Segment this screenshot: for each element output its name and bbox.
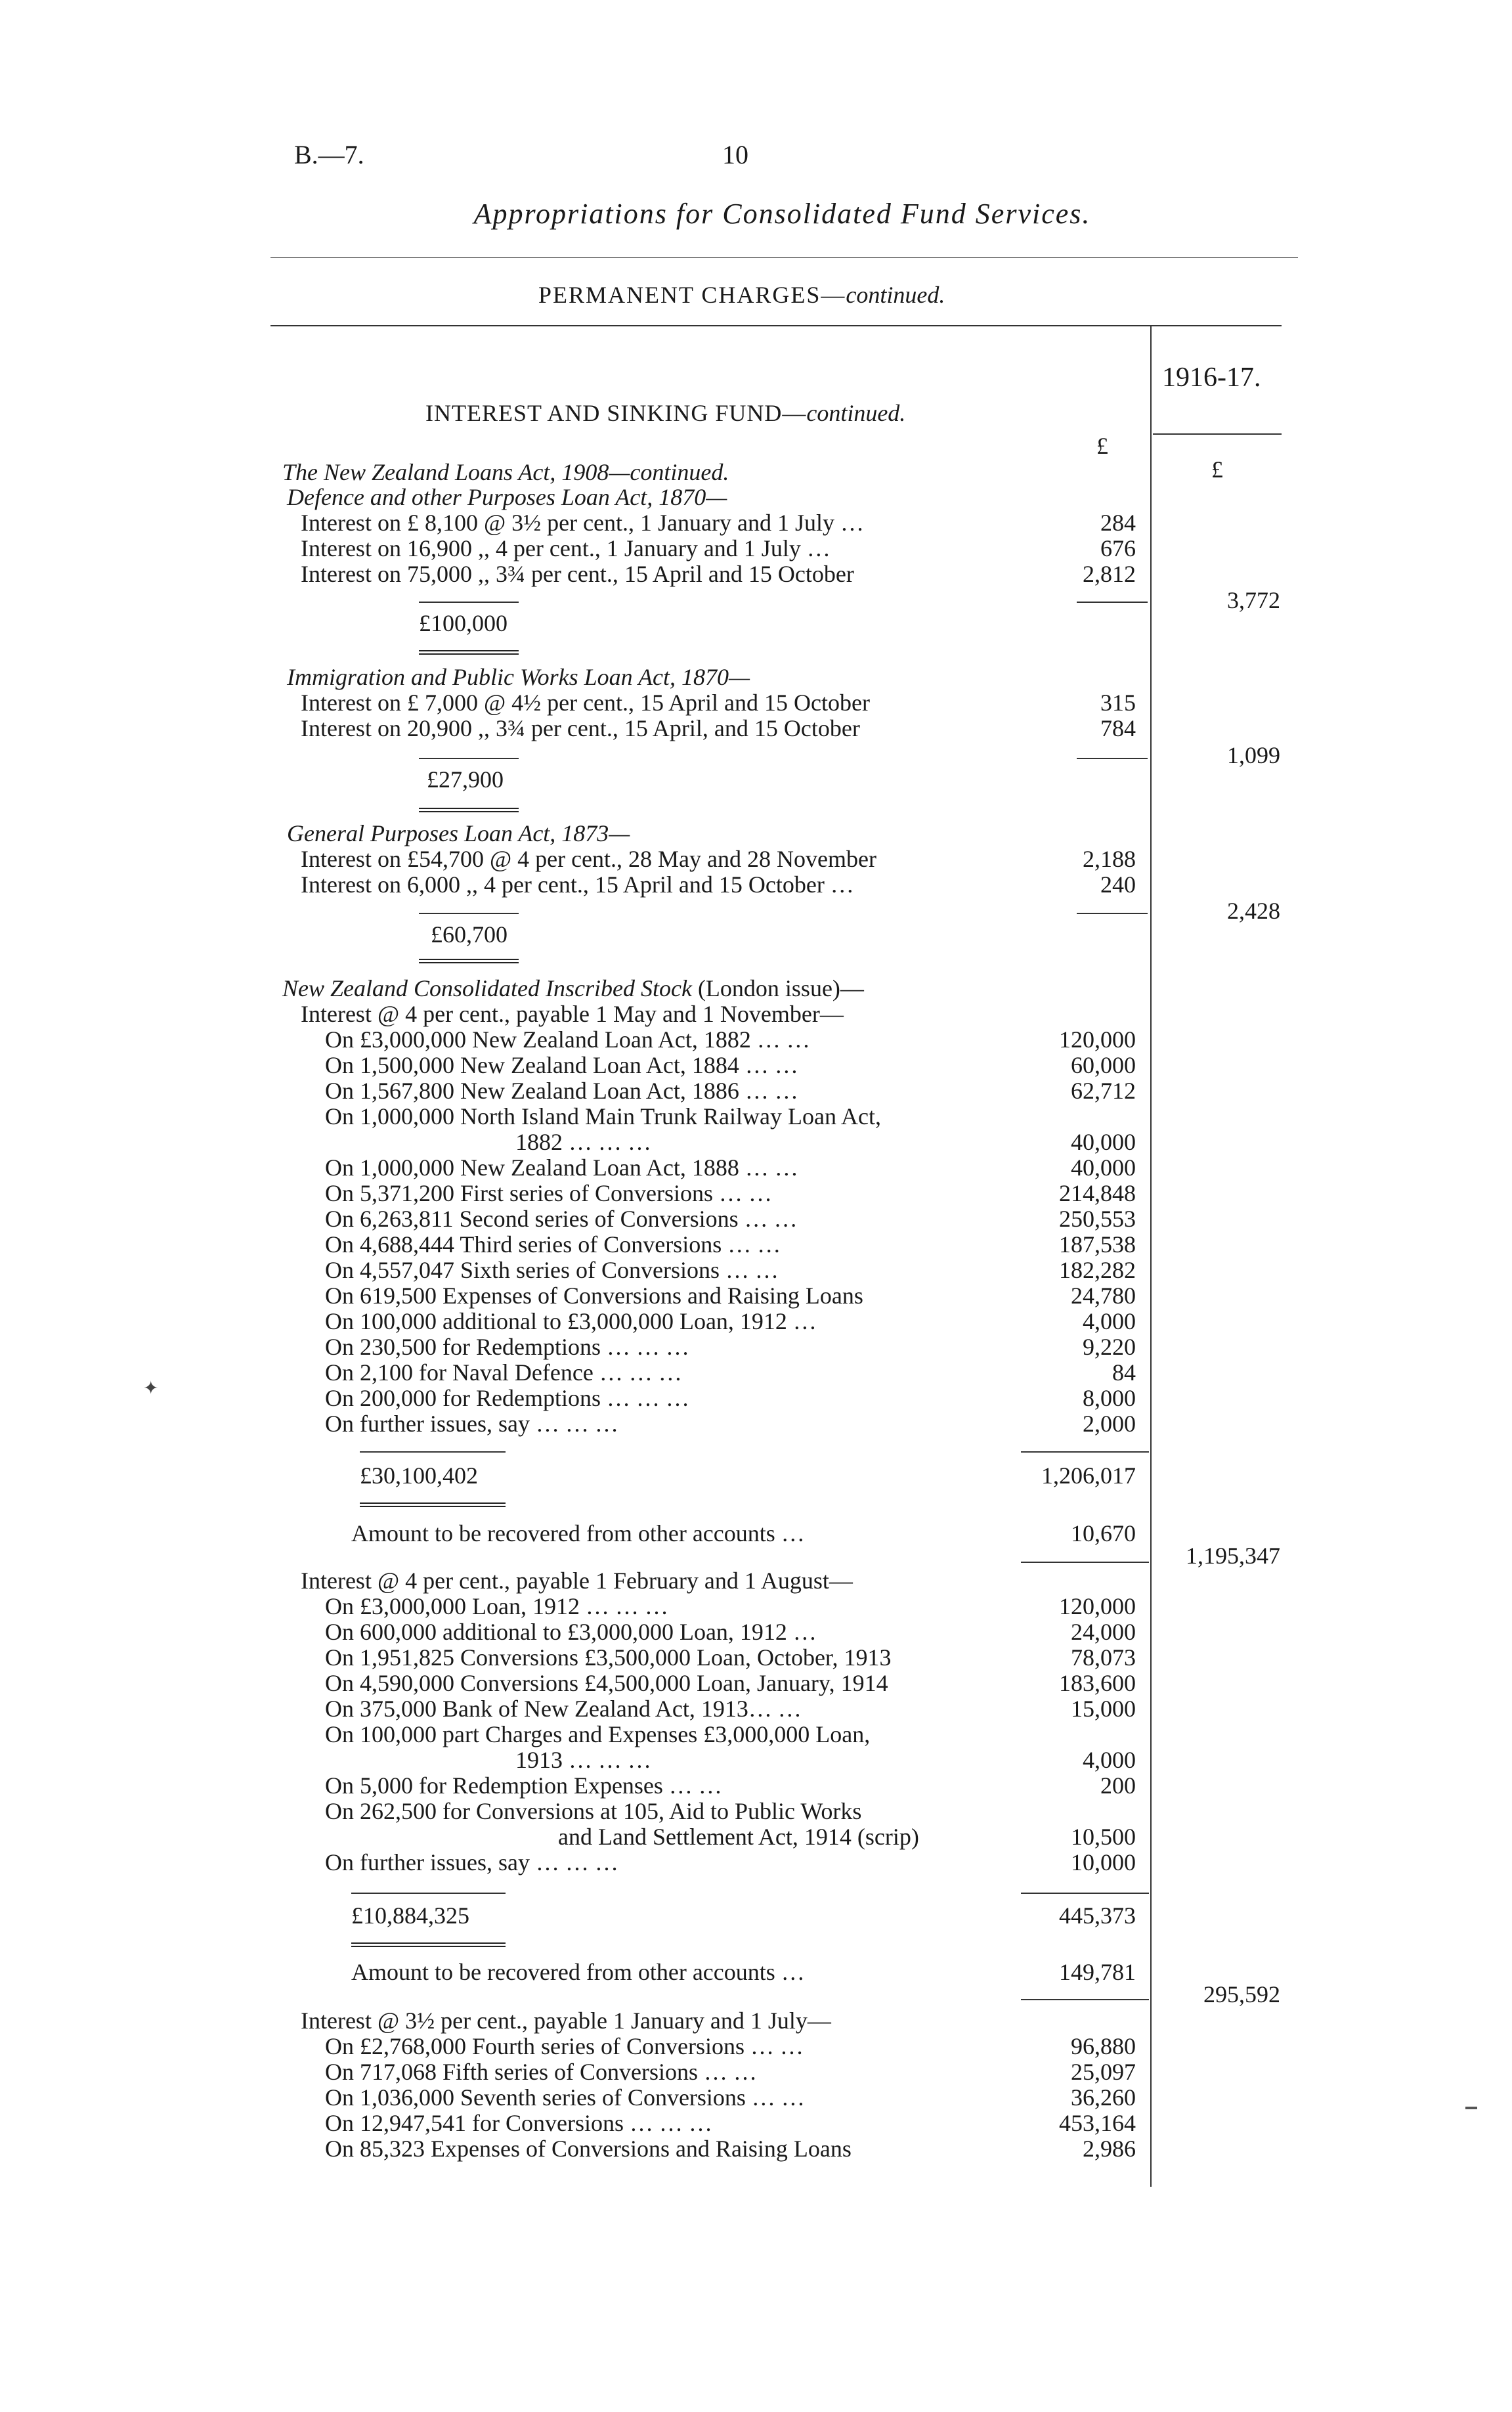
title-rule [270,257,1298,258]
stock-amount: 2,000 [1083,1411,1136,1437]
stock-amount: 62,712 [1071,1078,1136,1104]
stock-amount: 187,538 [1059,1231,1136,1258]
principal-double-rule [351,1942,506,1947]
subtotal-rule [1077,758,1148,759]
stock-line: On 1,036,000 Seventh series of Conversions … … [325,2084,805,2111]
stock-amount: 36,260 [1071,2084,1136,2111]
amount: 315 [1100,690,1136,716]
block-heading: General Purposes Loan Act, 1873— [287,820,630,846]
column-divider [1150,325,1152,2187]
group-subtotal: 445,373 [1059,1902,1136,1929]
stock-amount: 4,000 [1083,1308,1136,1334]
stock-line: On further issues, say … … … [325,1411,618,1437]
stock-line: On 262,500 for Conversions at 105, Aid to Public Works [325,1798,862,1824]
stock-amount: 2,986 [1083,2136,1136,2162]
subtotal-rule [1077,602,1148,603]
stock-line: On 1,567,800 New Zealand Loan Act, 1886 … … [325,1078,798,1104]
currency-mid: £ [1096,433,1108,459]
subtotal-rule [1021,1999,1149,2000]
scan-mark: ✦ [143,1378,159,1399]
block-total: 2,428 [1227,898,1280,924]
stock-amount: 78,073 [1071,1644,1136,1671]
stock-amount: 84 [1112,1359,1136,1386]
section-heading-main: INTEREST AND SINKING FUND— [425,400,807,426]
principal-total: £30,100,402 [360,1462,478,1489]
section-heading-cont: continued. [806,400,906,426]
stock-line: On 717,068 Fifth series of Conversions … … [325,2059,757,2085]
interest-subheading: Interest @ 4 per cent., payable 1 February and 1 August— [301,1568,853,1594]
stock-line: 1913 … … … [515,1747,651,1773]
recovered-amount: 10,670 [1071,1520,1136,1546]
block-total: 1,099 [1227,742,1280,768]
group-subtotal: 1,206,017 [1041,1462,1136,1489]
section-heading [425,401,905,426]
stock-line: On 375,000 Bank of New Zealand Act, 1913… … [325,1696,802,1722]
stock-amount: 120,000 [1059,1593,1136,1619]
stock-line: On £3,000,000 New Zealand Loan Act, 1882 … … [325,1026,810,1053]
amount: 284 [1100,510,1136,536]
block-total: 3,772 [1227,587,1280,613]
stock-line: On 4,688,444 Third series of Conversions … … [325,1231,781,1258]
stock-amount: 96,880 [1071,2033,1136,2059]
interest-line: Interest on 20,900 ,, 3¾ per cent., 15 April, and 15 October [301,715,860,741]
stock-amount: 15,000 [1071,1696,1136,1722]
stock-line: On 1,500,000 New Zealand Loan Act, 1884 … … [325,1052,798,1078]
stock-amount: 4,000 [1083,1747,1136,1773]
stock-amount: 40,000 [1071,1129,1136,1155]
table-top-rule [270,325,1282,326]
subtitle-continued: continued. [846,282,945,308]
stock-amount: 120,000 [1059,1026,1136,1053]
interest-subheading: Interest @ 4 per cent., payable 1 May and 1 November— [301,1001,844,1027]
subtotal-rule [1021,1562,1149,1563]
stock-amount: 9,220 [1083,1334,1136,1360]
principal-total: £27,900 [427,766,504,793]
recovered-label: Amount to be recovered from other accounts … [351,1520,805,1546]
principal-rule [351,1893,506,1894]
stock-line: On £2,768,000 Fourth series of Conversions … … [325,2033,804,2059]
stock-amount: 10,500 [1071,1824,1136,1850]
stock-amount: 40,000 [1071,1154,1136,1181]
act-heading: The New Zealand Loans Act, 1908—continued. [282,459,729,485]
year-column-header: 1916-17. [1162,362,1261,393]
stock-amount: 453,164 [1059,2110,1136,2136]
stock-amount: 8,000 [1083,1385,1136,1411]
stock-line: On 5,000 for Redemption Expenses … … [325,1772,722,1799]
amount: 2,188 [1083,846,1136,872]
group-total: 1,195,347 [1186,1543,1280,1569]
subtotal-rule [1077,913,1148,914]
scan-mark [1465,2107,1477,2109]
stock-line: On 6,263,811 Second series of Conversions … … [325,1206,798,1232]
stock-amount: 200 [1100,1772,1136,1799]
stock-line: On further issues, say … … … [325,1849,618,1875]
stock-line: On 600,000 additional to £3,000,000 Loan, 1912 … [325,1619,817,1645]
page-number: 10 [722,140,748,169]
subtotal-rule [1021,1893,1149,1894]
document-reference: B.—7. [294,140,364,169]
interest-line: Interest on £54,700 @ 4 per cent., 28 May and 28 November [301,846,876,872]
stock-amount: 25,097 [1071,2059,1136,2085]
stock-line: On 100,000 additional to £3,000,000 Loan, 1912 … [325,1308,817,1334]
stock-heading [282,976,864,1001]
interest-line: Interest on 16,900 ,, 4 per cent., 1 January and 1 July … [301,535,831,561]
block-heading: Immigration and Public Works Loan Act, 1870— [287,664,750,690]
group-total: 295,592 [1203,1981,1280,2007]
stock-line: and Land Settlement Act, 1914 (scrip) [558,1824,919,1850]
interest-line: Interest on £ 8,100 @ 3½ per cent., 1 January and 1 July … [301,510,864,536]
stock-line: 1882 … … … [515,1129,651,1155]
stock-amount: 214,848 [1059,1180,1136,1206]
section-subtitle [538,282,945,308]
principal-rule [419,913,519,914]
stock-heading-rest: (London issue)— [691,975,864,1001]
principal-rule [360,1451,506,1453]
subtitle-main: PERMANENT CHARGES— [538,282,846,308]
interest-line: Interest on 75,000 ,, 3¾ per cent., 15 April and 15 October [301,561,854,587]
amount: 2,812 [1083,561,1136,587]
principal-double-rule [419,959,519,963]
stock-line: On 100,000 part Charges and Expenses £3,000,000 Loan, [325,1721,871,1747]
stock-line: On 12,947,541 for Conversions … … … [325,2110,712,2136]
year-header-rule [1153,433,1282,435]
stock-line: On 619,500 Expenses of Conversions and Raising Loans [325,1283,863,1309]
stock-amount: 250,553 [1059,1206,1136,1232]
stock-line: On 4,557,047 Sixth series of Conversions … … [325,1257,779,1283]
amount: 784 [1100,715,1136,741]
stock-line: On 200,000 for Redemptions … … … [325,1385,689,1411]
stock-amount: 24,780 [1071,1283,1136,1309]
stock-amount: 24,000 [1071,1619,1136,1645]
principal-double-rule [360,1502,506,1507]
stock-line: On 4,590,000 Conversions £4,500,000 Loan, January, 1914 [325,1670,888,1696]
stock-amount: 10,000 [1071,1849,1136,1875]
stock-amount: 183,600 [1059,1670,1136,1696]
principal-total: £10,884,325 [351,1902,469,1929]
principal-total: £100,000 [419,610,508,636]
page-title: Appropriations for Consolidated Fund Services. [473,198,1091,230]
principal-double-rule [419,650,519,655]
recovered-amount: 149,781 [1059,1959,1136,1985]
stock-amount: 182,282 [1059,1257,1136,1283]
stock-line: On 2,100 for Naval Defence … … … [325,1359,682,1386]
stock-heading-italic: New Zealand Consolidated Inscribed Stock [282,975,692,1001]
amount: 240 [1100,871,1136,898]
principal-total: £60,700 [431,921,508,948]
interest-line: Interest on 6,000 ,, 4 per cent., 15 April and 15 October … [301,871,854,898]
stock-line: On 85,323 Expenses of Conversions and Raising Loans [325,2136,852,2162]
stock-line: On 1,000,000 New Zealand Loan Act, 1888 … … [325,1154,798,1181]
stock-line: On 1,000,000 North Island Main Trunk Railway Loan Act, [325,1103,881,1129]
stock-line: On £3,000,000 Loan, 1912 … … … [325,1593,668,1619]
stock-line: On 5,371,200 First series of Conversions … … [325,1180,772,1206]
stock-line: On 1,951,825 Conversions £3,500,000 Loan, October, 1913 [325,1644,892,1671]
interest-subheading: Interest @ 3½ per cent., payable 1 January and 1 July— [301,2007,831,2034]
block-heading: Defence and other Purposes Loan Act, 1870— [287,484,727,510]
principal-rule [419,602,519,603]
stock-line: On 230,500 for Redemptions … … … [325,1334,689,1360]
principal-double-rule [419,808,519,812]
principal-rule [419,758,519,759]
stock-amount: 60,000 [1071,1052,1136,1078]
interest-line: Interest on £ 7,000 @ 4½ per cent., 15 April and 15 October [301,690,870,716]
amount: 676 [1100,535,1136,561]
recovered-label: Amount to be recovered from other accounts … [351,1959,805,1985]
subtotal-rule [1021,1451,1149,1453]
currency-right: £ [1211,456,1223,483]
